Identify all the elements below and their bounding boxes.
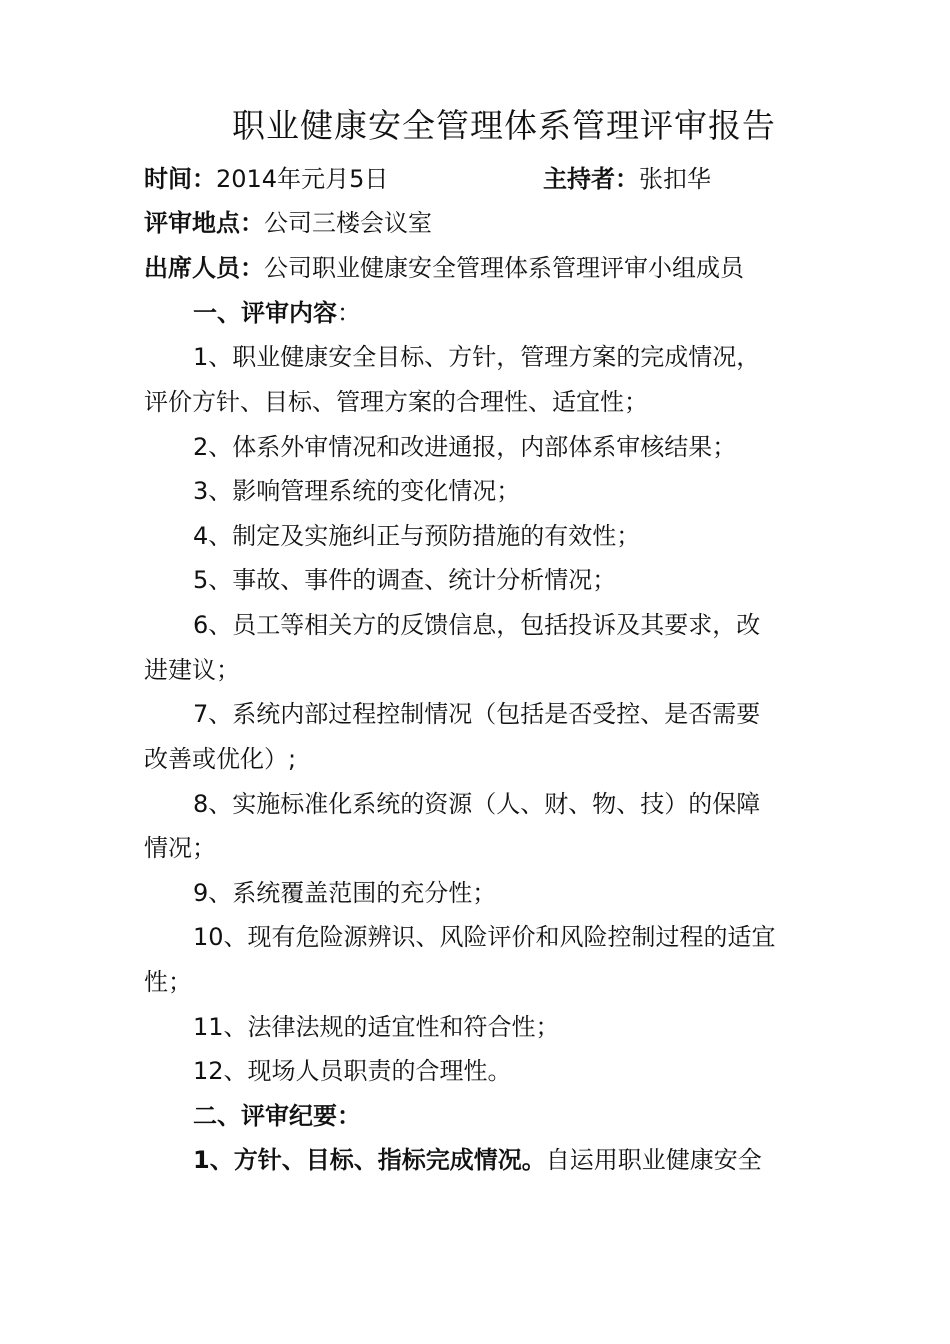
section1-heading-text: 一、评审内容 <box>193 299 337 327</box>
list-item: 10、现有危险源辨识、风险评价和风险控制过程的适宜 <box>193 923 776 951</box>
section2-heading: 二、评审纪要： <box>193 1102 361 1130</box>
host-value: 张扣华 <box>639 165 711 193</box>
place-value: 公司三楼会议室 <box>264 209 432 237</box>
list-item: 8、实施标准化系统的资源（人、财、物、技）的保障 <box>193 790 761 818</box>
section1-heading <box>193 298 809 328</box>
host-row <box>543 164 711 194</box>
list-item: 3、影响管理系统的变化情况； <box>193 477 521 505</box>
list-item: 7、系统内部过程控制情况（包括是否受控、是否需要 <box>193 700 761 728</box>
place-label: 评审地点： <box>144 209 264 237</box>
list-item: 4、制定及实施纠正与预防措施的有效性； <box>193 522 641 550</box>
list-item-continuation: 进建议； <box>144 656 240 684</box>
time-label: 时间： <box>144 165 216 193</box>
section2-item-title: 1、方针、目标、指标完成情况。 <box>193 1146 546 1174</box>
attendees-value: 公司职业健康安全管理体系管理评审小组成员 <box>264 254 744 282</box>
time-value: 2014年元月5日 <box>216 165 389 193</box>
host-label: 主持者： <box>543 165 639 193</box>
list-item: 12、现场人员职责的合理性。 <box>193 1057 512 1085</box>
section2-item <box>193 1145 809 1175</box>
list-item: 2、体系外审情况和改进通报，内部体系审核结果； <box>193 433 737 461</box>
list-item-continuation: 改善或优化）; <box>144 745 297 773</box>
section1-heading-colon: ： <box>337 299 361 327</box>
list-item-continuation: 评价方针、目标、管理方案的合理性、适宜性； <box>144 388 648 416</box>
section2-item-text: 自运用职业健康安全 <box>545 1146 762 1174</box>
list-item: 1、职业健康安全目标、方针，管理方案的完成情况， <box>193 343 761 371</box>
list-item: 11、法律法规的适宜性和符合性； <box>193 1013 560 1041</box>
list-item: 5、事故、事件的调查、统计分析情况； <box>193 566 617 594</box>
place-row <box>144 208 809 238</box>
list-item: 9、系统覆盖范围的充分性； <box>193 879 497 907</box>
page-title: 职业健康安全管理体系管理评审报告 <box>232 106 776 145</box>
attendees-label: 出席人员： <box>144 254 264 282</box>
list-item: 6、员工等相关方的反馈信息，包括投诉及其要求，改 <box>193 611 761 639</box>
list-item-continuation: 情况； <box>144 834 216 862</box>
list-item-continuation: 性； <box>144 968 192 996</box>
attendees-row <box>144 253 809 283</box>
